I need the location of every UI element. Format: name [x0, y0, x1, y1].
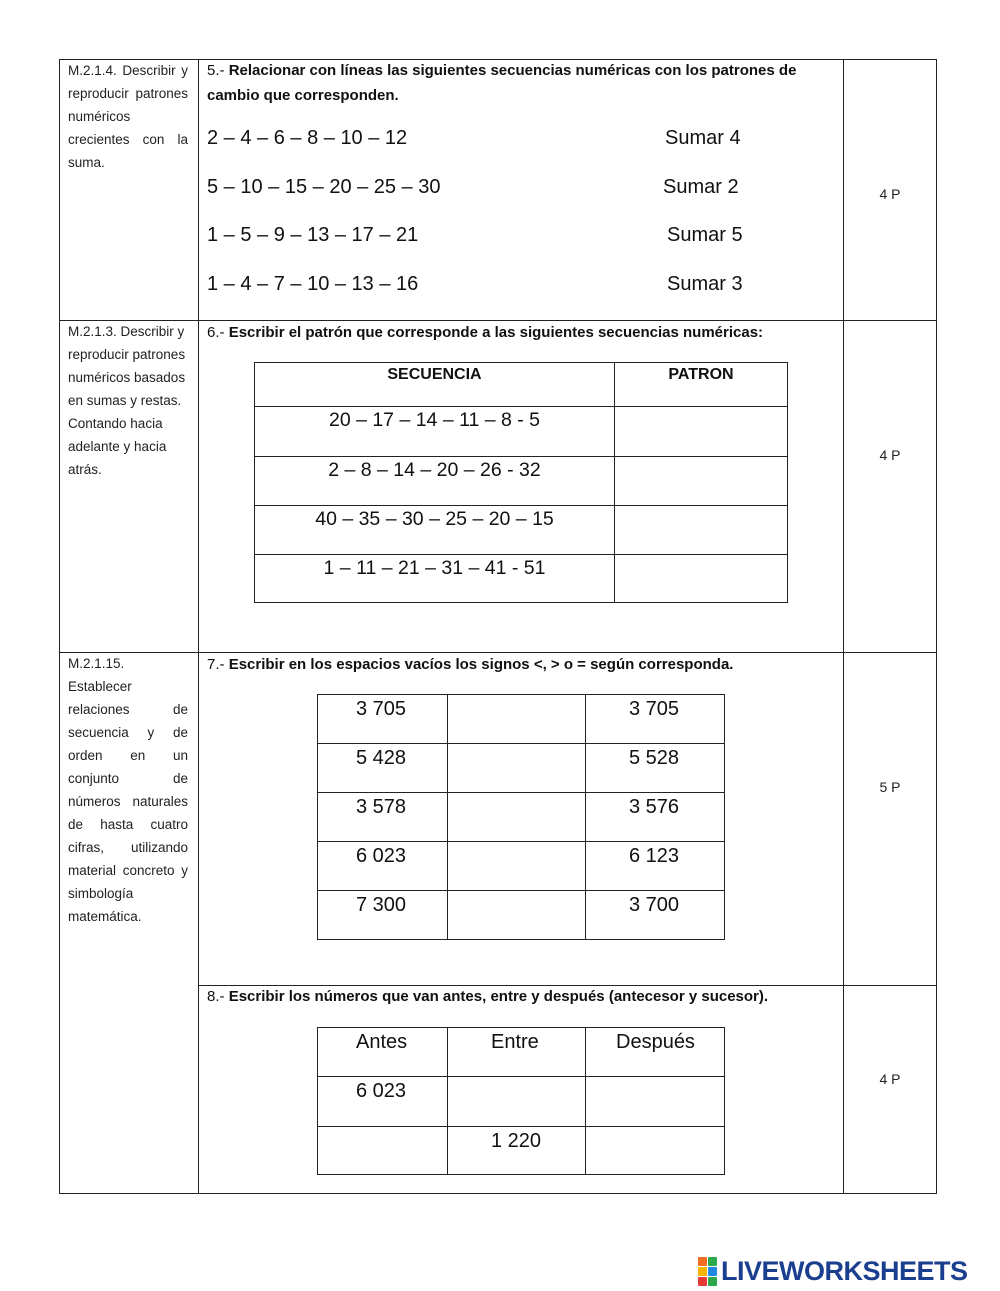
question-number: 6.-: [207, 324, 225, 341]
pattern-answer-cell[interactable]: [615, 457, 788, 506]
logo-blocks-icon: [698, 1257, 717, 1286]
pattern-answer-cell[interactable]: [615, 555, 788, 603]
instruction-text: Escribir en los espacios vacíos los signos <, > o = según corresponda.: [228, 656, 734, 673]
comparison-table: [317, 694, 725, 940]
number-right: 3 700: [586, 891, 725, 940]
question-7-instruction: [207, 652, 827, 677]
number-right: 3 705: [586, 695, 725, 744]
sign-answer-cell[interactable]: [448, 891, 586, 940]
answer-cell[interactable]: [586, 1077, 725, 1127]
number-left: 3 705: [318, 695, 448, 744]
sequence-cell: 40 – 35 – 30 – 25 – 20 – 15: [255, 506, 615, 555]
pattern-option[interactable]: Sumar 3: [667, 273, 743, 295]
question-8-instruction: [207, 984, 827, 1009]
sign-answer-cell[interactable]: [448, 744, 586, 793]
skill-code-7: M.2.1.15. Establecer relaciones de secuencia y de orden en un conjunto de números naturales de hasta cuatro cifras, utilizando material concreto y simbología matemática.: [68, 656, 188, 924]
sequence: 2 – 4 – 6 – 8 – 10 – 12: [207, 127, 408, 149]
header-despues: Después: [586, 1028, 725, 1077]
sign-answer-cell[interactable]: [448, 793, 586, 842]
answer-cell[interactable]: [586, 1127, 725, 1175]
number-left: 3 578: [318, 793, 448, 842]
skill-code-5: M.2.1.4. Describir y reproducir patrones numéricos crecientes con la suma.: [68, 63, 188, 170]
points-6: 4 P: [879, 447, 901, 463]
number-left: 6 023: [318, 842, 448, 891]
instruction-text: Escribir los números que van antes, entre y después (antecesor y sucesor).: [228, 988, 769, 1005]
sequence-cell: 20 – 17 – 14 – 11 – 8 - 5: [255, 407, 615, 457]
number-right: 5 528: [586, 744, 725, 793]
pattern-table: [254, 362, 788, 603]
sign-answer-cell[interactable]: [448, 842, 586, 891]
predecessor-successor-table: [317, 1027, 725, 1175]
points-8: 4 P: [879, 1071, 901, 1087]
grid-left: [59, 59, 60, 1194]
header-entre: Entre: [448, 1028, 586, 1077]
pattern-answer-cell[interactable]: [615, 506, 788, 555]
answer-cell[interactable]: [448, 1077, 586, 1127]
header-patron: PATRON: [615, 363, 788, 407]
points-5: 4 P: [879, 186, 901, 202]
number-left: 7 300: [318, 891, 448, 940]
question-5-instruction: [207, 58, 827, 108]
question-number: 5.-: [207, 62, 225, 79]
grid-right: [936, 59, 937, 1194]
sequence: 1 – 4 – 7 – 10 – 13 – 16: [207, 273, 419, 295]
header-secuencia: SECUENCIA: [255, 363, 615, 407]
value-cell: 6 023: [318, 1077, 448, 1127]
pattern-option[interactable]: Sumar 5: [667, 224, 743, 246]
points-7: 5 P: [879, 779, 901, 795]
answer-cell[interactable]: [318, 1127, 448, 1175]
pattern-answer-cell[interactable]: [615, 407, 788, 457]
question-6-instruction: [207, 320, 827, 345]
sign-answer-cell[interactable]: [448, 695, 586, 744]
liveworksheets-logo: [698, 1256, 968, 1286]
question-number: 8.-: [207, 988, 225, 1005]
sequence-cell: 1 – 11 – 21 – 31 – 41 - 51: [255, 555, 615, 603]
instruction-text: Escribir el patrón que corresponde a las siguientes secuencias numéricas:: [228, 324, 764, 341]
grid-col2: [843, 59, 844, 1194]
number-right: 6 123: [586, 842, 725, 891]
sequence: 1 – 5 – 9 – 13 – 17 – 21: [207, 224, 419, 246]
sequence: 5 – 10 – 15 – 20 – 25 – 30: [207, 176, 441, 198]
sequence-cell: 2 – 8 – 14 – 20 – 26 - 32: [255, 457, 615, 506]
pattern-option[interactable]: Sumar 4: [665, 127, 741, 149]
grid-col1: [198, 59, 199, 1194]
number-left: 5 428: [318, 744, 448, 793]
value-cell: 1 220: [448, 1127, 586, 1175]
instruction-text: Relacionar con líneas las siguientes secuencias numéricas con los patrones de cambio que corresponden.: [207, 62, 797, 104]
brand-name: LIVEWORKSHEETS: [721, 1255, 968, 1286]
skill-code-6: M.2.1.3. Describir y reproducir patrones numéricos basados en sumas y restas. Contando hacia adelante y hacia atrás.: [68, 324, 186, 477]
question-number: 7.-: [207, 656, 225, 673]
header-antes: Antes: [318, 1028, 448, 1077]
grid-bottom: [59, 1193, 937, 1194]
pattern-option[interactable]: Sumar 2: [663, 176, 739, 198]
number-right: 3 576: [586, 793, 725, 842]
